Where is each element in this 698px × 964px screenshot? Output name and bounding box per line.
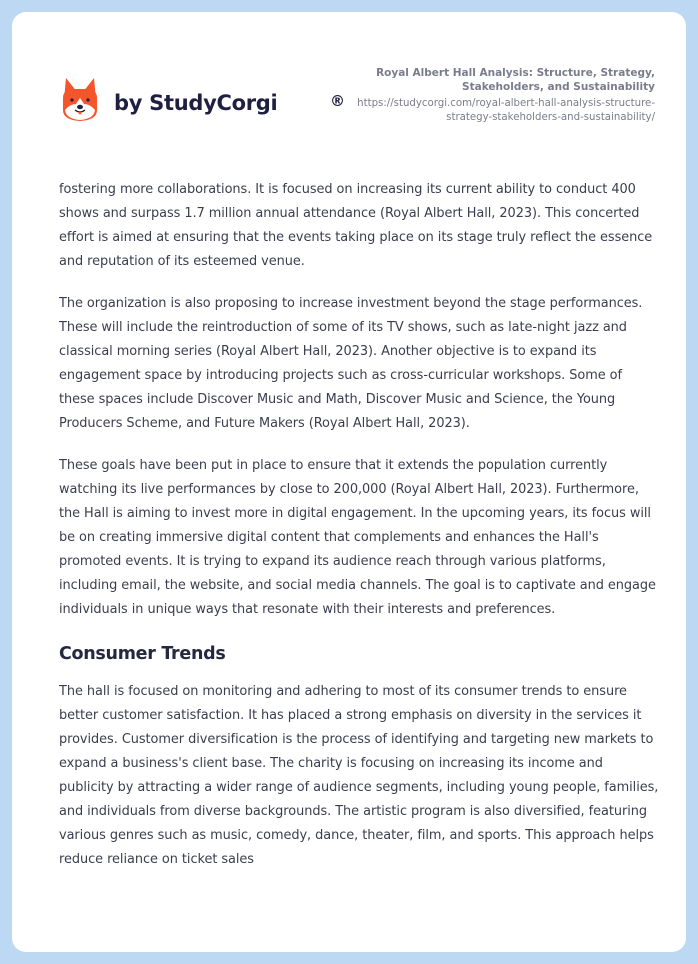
corgi-icon (60, 76, 100, 122)
document-title: Royal Albert Hall Analysis: Structure, Strategy, Stakeholders, and Sustainability (376, 67, 655, 93)
paragraph: The organization is also proposing to increase investment beyond the stage performances. These will include the reintroduction of some of its TV shows, such as late-night jazz and classical morning series (Royal Albert Hall, 2023). Another objective is to expand its engagement space by introducing projects such as cross-curricular workshops. Some of these spaces include Discover Music and Math, Discover Music and Science, the Young Producers Scheme, and Future Makers (Royal Albert Hall, 2023). (59, 296, 643, 431)
logo-text: by StudyCorgi (114, 91, 278, 115)
registered-mark: ® (330, 92, 345, 110)
document-meta (325, 66, 655, 124)
section-heading: Consumer Trends (59, 644, 226, 664)
paragraph: These goals have been put in place to ensure that it extends the population currently watching its live performances by close to 200,000 (Royal Albert Hall, 2023). Furthermore, the Hall is aiming to invest more in digital engagement. In the upcoming years, its focus will be on creating immersive digital content that complements and enhances the Hall's promoted events. It is trying to expand its audience reach through various platforms, including email, the website, and social media channels. The goal is to captivate and engage individuals in unique ways that resonate with their interests and preferences. (59, 458, 656, 617)
paragraph: The hall is focused on monitoring and adhering to most of its consumer trends to ensure better customer satisfaction. It has placed a strong emphasis on diversity in the services it provides. Customer diversification is the process of identifying and targeting new markets to expand a business's client base. The charity is focusing on increasing its income and publicity by attracting a wider range of audience segments, including young people, families, and individuals from diverse backgrounds. The artistic program is also diversified, featuring various genres such as music, comedy, dance, theater, film, and sports. This approach helps reduce reliance on ticket sales (59, 684, 659, 867)
paragraph: fostering more collaborations. It is focused on increasing its current ability to conduct 400 shows and surpass 1.7 million annual attendance (Royal Albert Hall, 2023). This concerted effort is aimed at ensuring that the events taking place on its stage truly reflect the essence and reputation of its esteemed venue. (59, 182, 653, 269)
studycorgi-logo[interactable] (60, 76, 345, 122)
document-page (12, 12, 686, 952)
article-body (59, 178, 659, 890)
page-header (12, 12, 686, 152)
document-url[interactable]: https://studycorgi.com/royal-albert-hall-analysis-structure-strategy-stakeholders-and-sustainability/ (357, 98, 655, 123)
